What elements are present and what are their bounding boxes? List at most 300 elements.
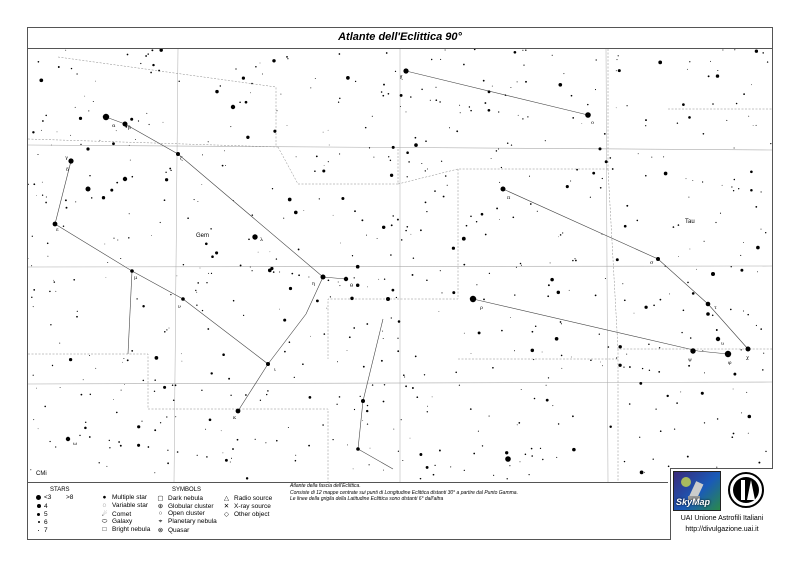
star [392, 215, 393, 216]
notes-line-1: Atlante della fascia dell'Eclittica. [290, 483, 361, 489]
star [393, 429, 394, 430]
star [725, 351, 731, 357]
star [33, 306, 34, 307]
star [125, 126, 127, 128]
star [644, 306, 647, 309]
star [542, 459, 543, 460]
star [746, 347, 751, 352]
star [750, 189, 753, 192]
star-map [28, 49, 772, 482]
star [225, 459, 228, 462]
star [581, 123, 582, 124]
star [531, 448, 533, 450]
star [562, 232, 563, 233]
star [439, 311, 440, 312]
star [470, 296, 476, 302]
star [463, 264, 465, 266]
star [716, 337, 720, 341]
star [165, 172, 166, 173]
star [408, 161, 410, 163]
star [80, 144, 81, 145]
star [167, 462, 169, 464]
star [267, 390, 269, 392]
star [273, 130, 276, 133]
star [288, 427, 289, 428]
star [372, 384, 373, 385]
star [763, 353, 764, 354]
star [316, 156, 318, 158]
star [470, 110, 472, 112]
star [276, 258, 277, 259]
star [181, 353, 182, 354]
star [123, 177, 127, 181]
star [658, 61, 662, 65]
star [514, 350, 515, 351]
star [535, 325, 537, 327]
star [382, 226, 385, 229]
star [272, 59, 275, 62]
star [576, 169, 578, 171]
star [478, 331, 481, 334]
star [183, 264, 184, 265]
star-label: κ [233, 415, 237, 421]
star [440, 59, 441, 60]
star [590, 360, 592, 362]
star [441, 161, 442, 162]
star [356, 284, 360, 288]
star [346, 76, 350, 80]
star [390, 254, 392, 256]
star [414, 143, 418, 147]
star [324, 333, 326, 335]
star [31, 297, 32, 298]
star [507, 143, 508, 144]
star [757, 271, 758, 272]
star [258, 252, 259, 253]
star [518, 115, 519, 116]
star [170, 170, 171, 171]
star [255, 439, 256, 440]
star [131, 350, 133, 352]
star [178, 81, 179, 82]
star [616, 59, 617, 60]
star [76, 73, 77, 74]
star [127, 359, 129, 361]
star [758, 462, 760, 464]
star [262, 74, 263, 75]
star-mag-2: >8 [66, 494, 74, 501]
star [361, 399, 365, 403]
star-mag-4: 5 [37, 511, 48, 518]
star [246, 477, 248, 479]
star [83, 379, 84, 380]
star [294, 377, 295, 378]
star [381, 91, 383, 93]
star [129, 213, 130, 214]
legend-xray-source: ✕ X-ray source [223, 503, 271, 510]
star [692, 180, 693, 181]
star [215, 90, 218, 93]
star [753, 125, 754, 126]
star [148, 446, 150, 448]
star [89, 175, 90, 176]
star [421, 163, 422, 164]
star [205, 429, 206, 430]
star [550, 278, 554, 282]
star [710, 61, 711, 62]
star [136, 298, 137, 299]
star [430, 100, 431, 101]
star [303, 210, 304, 211]
star [634, 313, 635, 314]
star [412, 387, 414, 389]
star [743, 310, 744, 311]
star [425, 140, 427, 142]
star [154, 391, 155, 392]
star [384, 278, 385, 279]
star [333, 215, 334, 216]
star [370, 448, 371, 449]
star [289, 287, 292, 290]
star [52, 365, 53, 366]
star [106, 466, 107, 467]
star [169, 328, 170, 329]
star [310, 336, 311, 337]
star [659, 347, 660, 348]
star [431, 59, 432, 60]
star [79, 117, 82, 120]
star [522, 118, 523, 119]
star [390, 160, 391, 161]
star [197, 455, 198, 456]
star [354, 409, 355, 410]
star [722, 185, 723, 186]
star [116, 412, 118, 414]
star [397, 350, 399, 352]
star [266, 362, 270, 366]
star [608, 346, 610, 348]
boundary-segment [28, 354, 148, 409]
star [756, 246, 760, 250]
org-name: UAI Unione Astrofili Italiani [680, 515, 764, 522]
star [678, 224, 680, 226]
star [507, 478, 508, 479]
star [702, 181, 703, 182]
star [140, 63, 141, 64]
star [248, 238, 250, 240]
star [755, 50, 758, 53]
star [99, 140, 100, 141]
boundary-segment [608, 169, 772, 349]
star [403, 374, 405, 376]
star [639, 382, 642, 385]
star [124, 384, 125, 385]
star [298, 274, 300, 276]
star [283, 319, 286, 322]
star [160, 422, 161, 423]
star [207, 328, 209, 330]
star [511, 144, 512, 145]
star [76, 316, 78, 318]
star [88, 110, 89, 111]
star [527, 116, 528, 117]
star [605, 160, 608, 163]
star [155, 356, 159, 360]
star [510, 317, 511, 318]
star [572, 415, 574, 417]
boundary-segment [398, 169, 608, 184]
star [407, 176, 408, 177]
star [51, 145, 52, 146]
star-dot [38, 530, 39, 531]
constellation-line [106, 117, 346, 279]
bright-nebula-icon: □ [102, 526, 107, 533]
star [395, 71, 396, 72]
star [308, 445, 310, 447]
star [616, 357, 617, 358]
star [33, 289, 35, 291]
star [558, 83, 562, 87]
star [143, 380, 145, 382]
star [765, 451, 766, 452]
star [286, 56, 288, 58]
star [683, 310, 685, 312]
star [356, 447, 360, 451]
star-label: δ [66, 167, 70, 173]
star [137, 444, 140, 447]
star [66, 437, 70, 441]
planetary-nebula-icon: ⌖ [158, 518, 163, 525]
star [112, 142, 115, 145]
star [44, 406, 46, 408]
star [566, 185, 569, 188]
label-tau: Tau [685, 219, 695, 225]
star [28, 184, 29, 185]
star-mag-1: <3 [36, 494, 51, 501]
star [653, 459, 654, 460]
star [680, 391, 681, 392]
star [37, 154, 38, 155]
star [765, 232, 766, 233]
star [260, 63, 261, 64]
star [734, 147, 735, 148]
star [546, 399, 549, 402]
star-label: ξ [400, 75, 403, 81]
map-title: Atlante dell'Eclittica 90° [338, 31, 462, 43]
star [197, 282, 199, 284]
star [605, 278, 606, 279]
star [138, 120, 139, 121]
star [163, 122, 164, 123]
star [86, 147, 89, 150]
star [469, 106, 470, 107]
star [206, 282, 207, 283]
star [173, 399, 175, 401]
star [471, 353, 472, 354]
star [316, 299, 319, 302]
star [501, 330, 503, 332]
star [326, 308, 327, 309]
star [123, 122, 128, 127]
star [222, 452, 223, 453]
star [464, 470, 465, 471]
star [322, 169, 325, 172]
star [211, 273, 212, 274]
star [75, 201, 76, 202]
star [121, 390, 122, 391]
constellation-line [503, 189, 748, 349]
star [372, 116, 373, 117]
star [673, 226, 675, 228]
star [521, 389, 522, 390]
star [478, 431, 479, 432]
star [470, 216, 472, 218]
star [520, 461, 521, 462]
star [284, 351, 286, 353]
legend-bright-nebula: □ Bright nebula [100, 526, 150, 533]
star [540, 448, 541, 449]
star [280, 94, 281, 95]
star [492, 86, 493, 87]
star [658, 371, 660, 373]
star [618, 55, 619, 56]
star [165, 178, 168, 181]
star [60, 387, 61, 388]
star [491, 158, 492, 159]
star [640, 471, 644, 475]
star [154, 379, 156, 381]
star [65, 50, 66, 51]
star [205, 242, 208, 245]
star [689, 61, 690, 62]
star [158, 70, 160, 72]
org-url[interactable]: http://divulgazione.uai.it [685, 526, 759, 533]
star [130, 160, 131, 161]
star [93, 101, 94, 102]
star [590, 197, 591, 198]
star [224, 150, 225, 151]
star [215, 251, 218, 254]
star [618, 69, 621, 72]
star [164, 199, 166, 201]
star [231, 105, 235, 109]
star [339, 98, 340, 99]
star [221, 430, 222, 431]
star [598, 147, 601, 150]
constellation-line [268, 277, 323, 364]
star [722, 49, 723, 50]
star [688, 116, 691, 119]
star [532, 331, 534, 333]
star [339, 53, 341, 55]
star-label: τ [714, 305, 717, 311]
legend-planetary-nebula: ⌖ Planetary nebula [156, 518, 217, 526]
branding-box [670, 468, 773, 540]
star [690, 249, 691, 250]
star [558, 236, 559, 237]
star [103, 114, 109, 120]
star [416, 396, 418, 398]
star [545, 140, 546, 141]
star [130, 118, 133, 121]
star [129, 145, 130, 146]
star [66, 207, 68, 209]
star [741, 412, 742, 413]
star [149, 124, 150, 125]
star [49, 291, 51, 293]
star [142, 305, 144, 307]
star [415, 356, 417, 358]
star [452, 247, 455, 250]
star-dot [37, 513, 40, 516]
star [674, 428, 675, 429]
star [141, 421, 142, 422]
star [452, 291, 455, 294]
star [572, 260, 573, 261]
star [107, 262, 108, 263]
star [604, 133, 606, 135]
star [548, 377, 549, 378]
star [440, 270, 441, 271]
star [501, 167, 502, 168]
star [703, 133, 705, 135]
star [612, 168, 614, 170]
star [339, 153, 340, 154]
star [552, 55, 553, 56]
star [767, 61, 768, 62]
legend-open-cluster: ○ Open cluster [156, 510, 205, 517]
star-mag-5: 6 [38, 519, 48, 526]
star [329, 145, 330, 146]
star [501, 187, 506, 192]
star [382, 95, 384, 97]
notes-line-2: Consiste di 12 mappe centrate sui punti di Longitudine Eclittica distanti 30° a partire dal Punto Gamma. [290, 489, 518, 496]
star [483, 80, 485, 82]
star [106, 277, 107, 278]
star-dot [38, 521, 40, 523]
star [45, 202, 47, 204]
boundary-segment [278, 147, 298, 184]
star [355, 81, 356, 82]
star [435, 99, 437, 101]
constellation-line [128, 271, 132, 354]
star [741, 349, 742, 350]
star [279, 309, 280, 310]
star [572, 448, 576, 452]
star [704, 422, 705, 423]
constellation-line [55, 161, 268, 411]
star [166, 329, 167, 330]
star [201, 184, 202, 185]
star [135, 139, 136, 140]
star [159, 49, 162, 52]
star [412, 274, 414, 276]
comet-icon: ☄ [101, 511, 108, 518]
constellation-lines [55, 71, 748, 469]
star [147, 53, 148, 54]
star [600, 187, 602, 189]
star [291, 273, 293, 275]
star [740, 269, 743, 272]
star [636, 220, 638, 222]
star [344, 277, 348, 281]
star [172, 385, 173, 386]
symbols-legend-title: SYMBOLS [172, 487, 202, 493]
star [493, 475, 494, 476]
boundary-segment [328, 169, 458, 359]
star [232, 448, 234, 450]
star-label: η [312, 281, 315, 287]
